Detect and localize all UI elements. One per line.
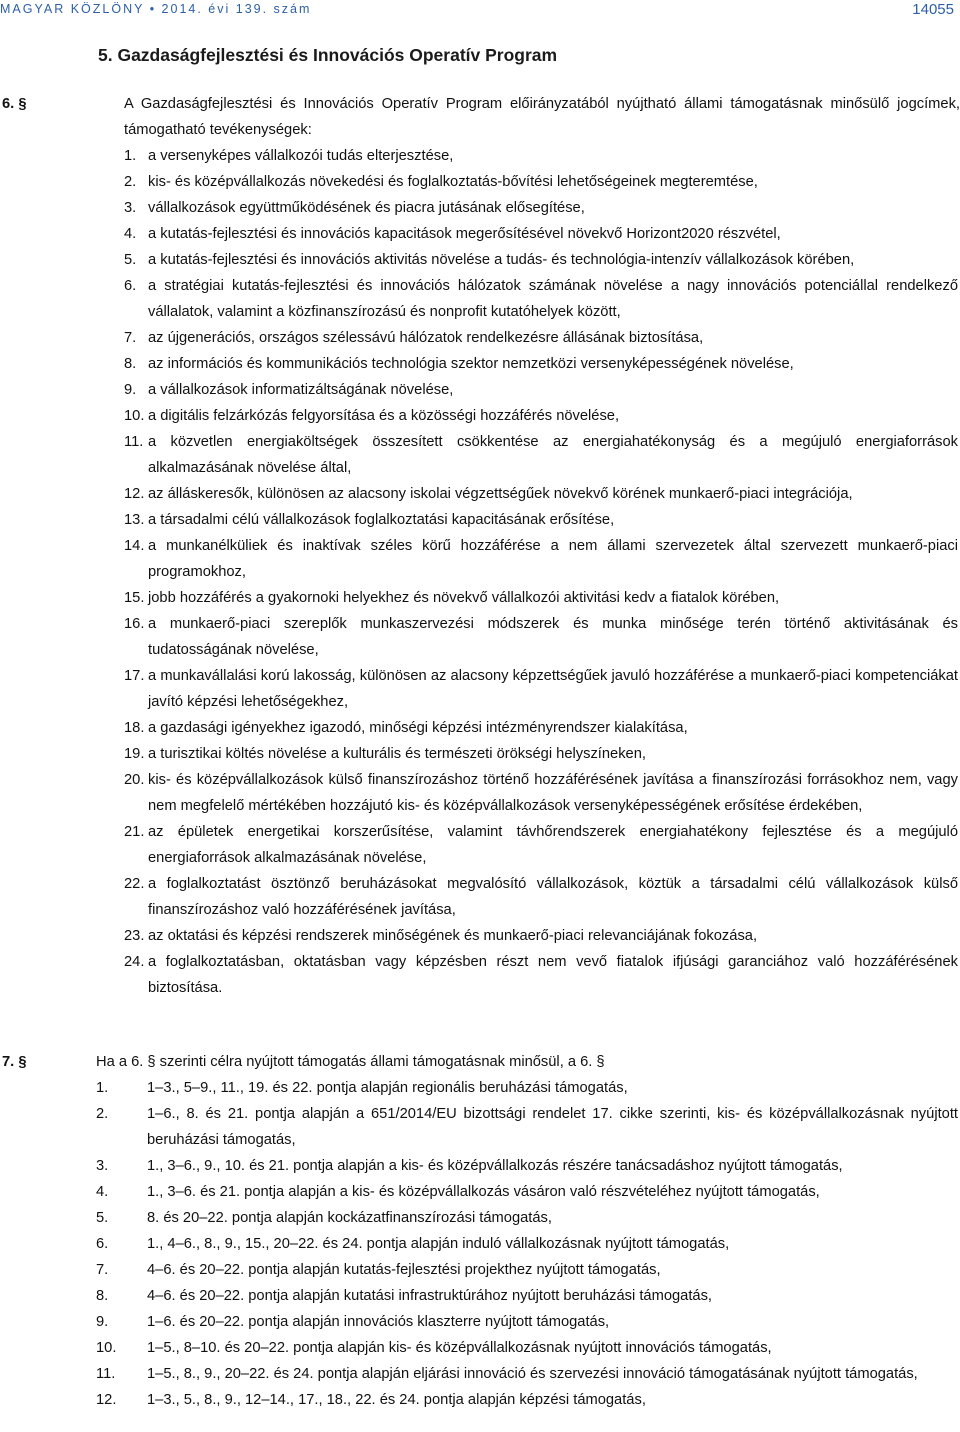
list-item-text: a társadalmi célú vállalkozások foglalkoztatási kapacitásának erősítése, (148, 512, 615, 528)
list-item (0, 533, 960, 585)
list-item-text: a digitális felzárkózás felgyorsítása és a közösségi hozzáférés növelése, (148, 408, 620, 424)
list-item-text: az oktatási és képzési rendszerek minőségének és munkaerő-piaci relevanciájának fokozása, (148, 928, 758, 944)
list-item-text: a kutatás-fejlesztési és innovációs aktivitás növelése a tudás- és technológia-intenzív vállalkozások körében, (148, 252, 855, 268)
list-item (0, 1361, 960, 1387)
list-item-number: 3. (96, 1158, 109, 1174)
list-item-text: a kutatás-fejlesztési és innovációs kapacitások megerősítésével növekvő Horizont2020 részvétel, (148, 226, 781, 242)
list-item (0, 507, 960, 533)
list-item-text: 1–3., 5., 8., 9., 12–14., 17., 18., 22. és 24. pontja alapján képzési támogatás, (147, 1392, 646, 1408)
section-7 (0, 1049, 960, 1413)
list-item (0, 195, 960, 221)
list-item-number: 6. (96, 1236, 109, 1252)
section-7-list (0, 1075, 960, 1413)
list-item-number: 19. (124, 746, 145, 762)
list-item-text: 1., 3–6. és 21. pontja alapján a kis- és középvállalkozás vásáron való részvételéhez nyújtott támogatás, (147, 1184, 820, 1200)
list-item-text: az álláskeresők, különösen az alacsony iskolai végzettségűek növekvő körének munkaerő-piaci integrációja, (148, 486, 853, 502)
list-item (0, 663, 960, 715)
list-item-number: 9. (96, 1314, 109, 1330)
list-item (0, 403, 960, 429)
list-item-text: 1–3., 5–9., 11., 19. és 22. pontja alapján regionális beruházási támogatás, (147, 1080, 628, 1096)
list-item-text: jobb hozzáférés a gyakornoki helyekhez és növekvő vállalkozói aktivitási kedv a fiatalok körében, (148, 590, 780, 606)
list-item-text: kis- és középvállalkozások külső finanszírozáshoz történő hozzáférésének javítása a finanszírozási forrásokhoz nem, vagy nem megfelelő mértékében hozzájutó kis- és középvállalkozások versenyképességének erősítése érdekében, (148, 772, 958, 814)
list-item-number: 1. (96, 1080, 109, 1096)
list-item (0, 767, 960, 819)
list-item-number: 14. (124, 538, 145, 554)
list-item-text: a turisztikai költés növelése a kulturális és természeti örökségi helyszíneken, (148, 746, 646, 762)
chapter-title: 5. Gazdaságfejlesztési és Innovációs Operatív Program (98, 45, 558, 65)
list-item-number: 8. (96, 1288, 109, 1304)
list-item-number: 18. (124, 720, 145, 736)
list-item-number: 9. (124, 382, 137, 398)
list-item-number: 24. (124, 954, 145, 970)
list-item (0, 1101, 960, 1153)
list-item-text: 4–6. és 20–22. pontja alapján kutatás-fejlesztési projekthez nyújtott támogatás, (147, 1262, 661, 1278)
list-item-number: 10. (96, 1340, 117, 1356)
list-item-number: 22. (124, 876, 145, 892)
list-item-text: 1–5., 8., 9., 20–22. és 24. pontja alapján eljárási innováció és szervezési innováció támogatásának nyújtott támogatás, (147, 1366, 918, 1382)
section-6 (0, 91, 960, 1001)
list-item-number: 12. (124, 486, 145, 502)
list-item-text: 1–6., 8. és 21. pontja alapján a 651/2014/EU bizottsági rendelet 17. cikke szerinti, kis- és középvállalkozásnak nyújtott beruházási támogatás, (147, 1106, 958, 1148)
list-item-text: 1., 3–6., 9., 10. és 21. pontja alapján a kis- és középvállalkozás részére tanácsadáshoz nyújtott támogatás, (147, 1158, 843, 1174)
list-item (0, 923, 960, 949)
list-item-text: a gazdasági igényekhez igazodó, minőségi képzési intézményrendszer kialakítása, (148, 720, 688, 736)
list-item-number: 2. (124, 174, 137, 190)
list-item-number: 12. (96, 1392, 117, 1408)
list-item-text: az épületek energetikai korszerűsítése, valamint távhőrendszerek energiahatékony fejlesztése és a megújuló energiaforrások alkalmazásának növelése, (148, 824, 958, 866)
list-item (0, 949, 960, 1001)
list-item-text: 1., 4–6., 8., 9., 15., 20–22. és 24. pontja alapján induló vállalkozásnak nyújtott támogatás, (147, 1236, 730, 1252)
list-item-number: 3. (124, 200, 137, 216)
list-item (0, 871, 960, 923)
journal-title: MAGYAR KÖZLÖNY • 2014. évi 139. szám (0, 2, 312, 16)
list-item-text: az újgenerációs, országos szélessávú hálózatok rendelkezésre állásának biztosítása, (148, 330, 704, 346)
list-item-number: 6. (124, 278, 137, 294)
list-item (0, 741, 960, 767)
list-item (0, 429, 960, 481)
list-item-number: 7. (124, 330, 137, 346)
section-7-number: 7. § (2, 1054, 27, 1070)
list-item (0, 273, 960, 325)
list-item-text: kis- és középvállalkozás növekedési és foglalkoztatás-bővítési lehetőségeinek megteremtése, (148, 174, 758, 190)
list-item-text: a munkavállalási korú lakosság, különösen az alacsony képzettségűek javuló hozzáférése a munkaerő-piaci kompetenciákat javító képzési lehetőségekhez, (148, 668, 958, 710)
list-item (0, 143, 960, 169)
list-item-number: 5. (124, 252, 137, 268)
list-item (0, 1153, 960, 1179)
list-item-number: 16. (124, 616, 145, 632)
list-item (0, 611, 960, 663)
list-item-text: 4–6. és 20–22. pontja alapján kutatási infrastruktúrához nyújtott beruházási támogatás, (147, 1288, 713, 1304)
list-item-number: 21. (124, 824, 145, 840)
list-item-number: 4. (96, 1184, 109, 1200)
list-item (0, 1257, 960, 1283)
list-item (0, 715, 960, 741)
list-item (0, 481, 960, 507)
list-item-text: a versenyképes vállalkozói tudás elterjesztése, (148, 148, 454, 164)
list-item-number: 8. (124, 356, 137, 372)
list-item-number: 13. (124, 512, 145, 528)
list-item-number: 11. (124, 434, 144, 450)
list-item-text: a foglalkoztatásban, oktatásban vagy képzésben részt nem vevő fiatalok ifjúsági garanciához való hozzáférésének biztosítása. (148, 954, 958, 996)
list-item (0, 1075, 960, 1101)
list-item-text: 8. és 20–22. pontja alapján kockázatfinanszírozási támogatás, (147, 1210, 552, 1226)
list-item (0, 377, 960, 403)
list-item-text: a közvetlen energiaköltségek összesített csökkentése az energiahatékonyság és a megújuló energiaforrások alkalmazásának növelése által, (148, 434, 958, 476)
list-item (0, 247, 960, 273)
list-item (0, 1387, 960, 1413)
list-item (0, 169, 960, 195)
list-item (0, 585, 960, 611)
running-header (0, 0, 960, 22)
section-6-list (0, 143, 960, 1001)
list-item (0, 1205, 960, 1231)
list-item-number: 5. (96, 1210, 109, 1226)
list-item-number: 20. (124, 772, 145, 788)
list-item-text: 1–5., 8–10. és 20–22. pontja alapján kis- és középvállalkozásnak nyújtott innovációs támogatás, (147, 1340, 772, 1356)
list-item-text: a stratégiai kutatás-fejlesztési és innovációs hálózatok számának növelése a nagy innovációs potenciállal rendelkező vállalatok, valamint a közfinanszírozású és nonprofit kutatóhelyek között, (148, 278, 958, 320)
list-item (0, 325, 960, 351)
list-item-number: 15. (124, 590, 145, 606)
list-item-text: a munkanélküliek és inaktívak széles körű hozzáférése a nem állami szervezetek által szervezett munkaerő-piaci programokhoz, (148, 538, 958, 580)
list-item (0, 1179, 960, 1205)
list-item-number: 17. (124, 668, 145, 684)
list-item (0, 1231, 960, 1257)
list-item-text: 1–6. és 20–22. pontja alapján innovációs klaszterre nyújtott támogatás, (147, 1314, 610, 1330)
page-number: 14055 (912, 1, 954, 18)
list-item-text: a munkaerő-piaci szereplők munkaszervezési módszerek és munka minősége terén történő aktivitásának és tudatosságának növelése, (148, 616, 958, 658)
list-item (0, 1335, 960, 1361)
section-6-intro: A Gazdaságfejlesztési és Innovációs Operatív Program előirányzatából nyújtható állami támogatásnak minősülő jogcímek, támogatható tevékenységek: (124, 96, 960, 138)
list-item (0, 1309, 960, 1335)
list-item-number: 23. (124, 928, 145, 944)
list-item-text: vállalkozások együttműködésének és piacra jutásának elősegítése, (148, 200, 585, 216)
list-item-text: a vállalkozások informatizáltságának növelése, (148, 382, 454, 398)
list-item-number: 7. (96, 1262, 109, 1278)
list-item-text: az információs és kommunikációs technológia szektor nemzetközi versenyképességének növelése, (148, 356, 794, 372)
list-item-number: 10. (124, 408, 145, 424)
section-6-number: 6. § (2, 96, 27, 112)
list-item-number: 1. (124, 148, 137, 164)
list-item-number: 11. (96, 1366, 116, 1382)
list-item (0, 1283, 960, 1309)
list-item-number: 4. (124, 226, 137, 242)
list-item-text: a foglalkoztatást ösztönző beruházásokat megvalósító vállalkozások, köztük a társadalmi célú vállalkozások külső finanszírozáshoz való hozzáférésének javítása, (148, 876, 958, 918)
list-item-number: 2. (96, 1106, 109, 1122)
section-7-intro: Ha a 6. § szerinti célra nyújtott támogatás állami támogatásnak minősül, a 6. § (96, 1054, 605, 1070)
list-item (0, 819, 960, 871)
list-item (0, 351, 960, 377)
list-item (0, 221, 960, 247)
